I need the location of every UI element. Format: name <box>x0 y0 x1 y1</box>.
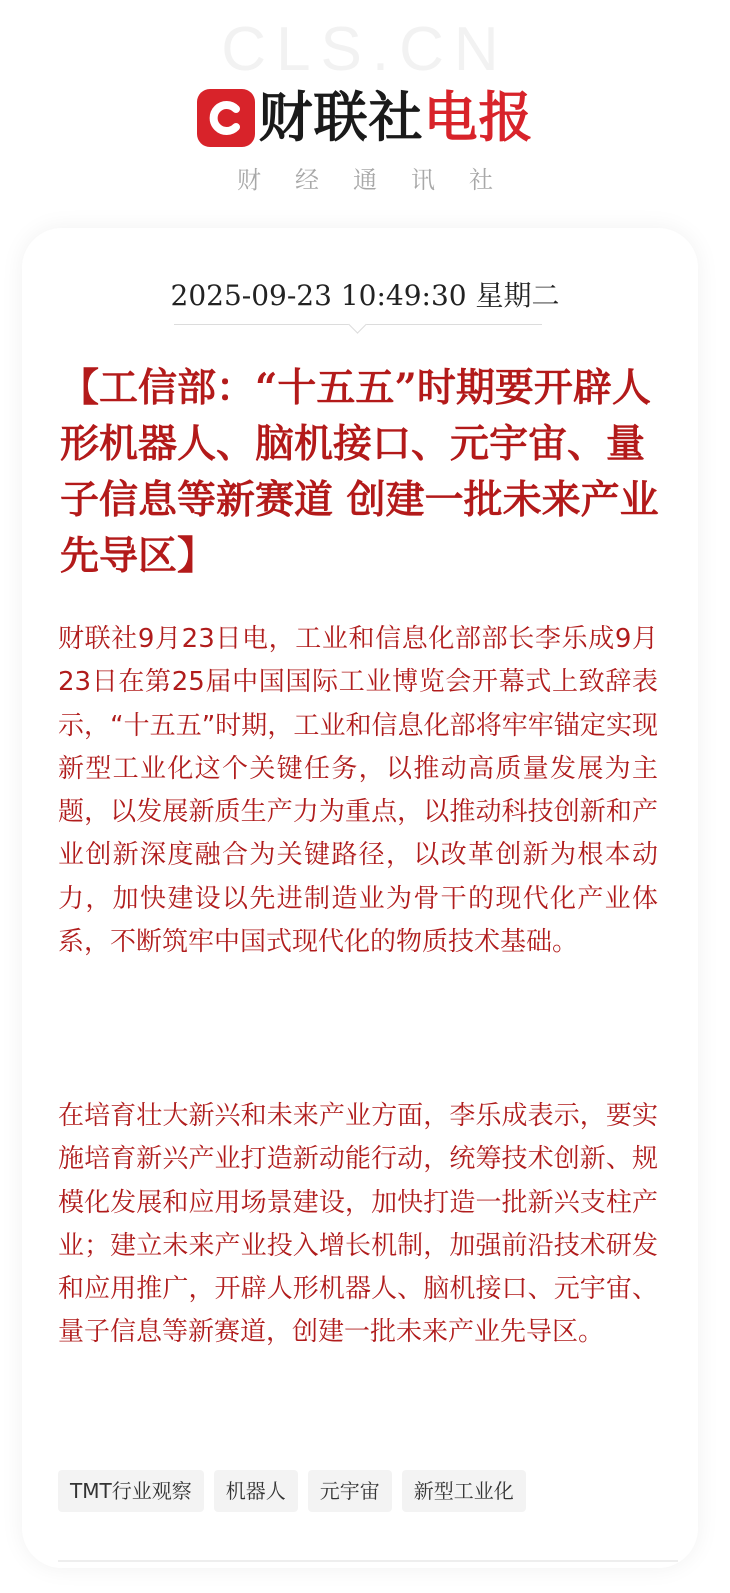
watermark-text: CLS.CN <box>221 15 509 84</box>
tag-robot[interactable]: 机器人 <box>214 1470 298 1512</box>
brand-name <box>259 88 534 148</box>
brand-tagline: 财经通讯社 <box>237 166 527 194</box>
article-paragraph-2: 在培育壮大新兴和未来产业方面，李乐成表示，要实施培育新兴产业打造新动能行动，统筹技术创新、规模化发展和应用场景建设，加快打造一批新兴支柱产业；建立未来产业投入增长机制，加强前沿技术研发和应用推广，开辟人形机器人、脑机接口、元宇宙、量子信息等新赛道，创建一批未来产业先导区。 <box>58 1101 658 1348</box>
article-datetime: 2025-09-23 10:49:30 星期二 <box>170 279 560 312</box>
brand-logo <box>0 88 730 148</box>
brand-name-black: 财联社 <box>258 86 424 149</box>
article-headline: 【工信部：“十五五”时期要开辟人形机器人、脑机接口、元宇宙、量子信息等新赛道 创建一批未来产业先导区】 <box>60 365 659 579</box>
bottom-divider <box>58 1560 678 1562</box>
brand-name-red: 电报 <box>423 86 534 149</box>
tag-list <box>58 1470 526 1512</box>
tag-new-industrialization[interactable]: 新型工业化 <box>402 1470 526 1512</box>
c-logo-icon <box>197 89 255 147</box>
tag-tmt[interactable]: TMT行业观察 <box>58 1470 204 1512</box>
article-paragraph-1: 财联社9月23日电，工业和信息化部部长李乐成9月23日在第25届中国国际工业博览会开幕式上致辞表示，“十五五”时期，工业和信息化部将牢牢锚定实现新型工业化这个关键任务，以推动高质量发展为主题，以发展新质生产力为重点，以推动科技创新和产业创新深度融合为关键路径，以改革创新为根本动力，加快建设以先进制造业为骨干的现代化产业体系，不断筑牢中国式现代化的物质技术基础。 <box>58 624 658 958</box>
tag-metaverse[interactable]: 元宇宙 <box>308 1470 392 1512</box>
